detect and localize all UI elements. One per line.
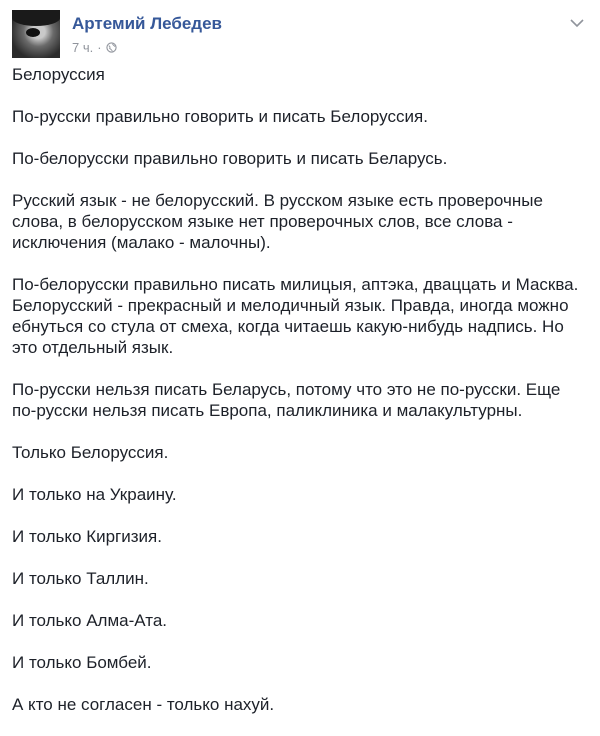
post-time[interactable]: 7 ч. <box>72 40 94 55</box>
paragraph-4: Русский язык - не белорусский. В русском языке есть проверочные слова, в белорусском языке нет проверочных слов, все слова - исключения (малако - малочны). <box>12 191 543 252</box>
paragraph-12: И только Бомбей. <box>12 653 152 672</box>
paragraph-10: И только Таллин. <box>12 569 149 588</box>
paragraph-6: По-русски нельзя писать Беларусь, потому что это не по-русски. Еще по-русски нельзя писать Европа, паликлиника и малакультурны. <box>12 380 561 420</box>
paragraph-3: По-белорусски правильно говорить и писать Беларусь. <box>12 149 448 168</box>
avatar-eyepatch <box>26 28 40 37</box>
paragraph-2: По-русски правильно говорить и писать Белоруссия. <box>12 107 428 126</box>
paragraph-9: И только Киргизия. <box>12 527 162 546</box>
post-meta <box>72 40 117 55</box>
chevron-down-icon[interactable] <box>568 16 586 30</box>
globe-icon[interactable] <box>106 42 117 53</box>
paragraph-1: Белоруссия <box>12 65 105 84</box>
paragraph-13: А кто не согласен - только нахуй. <box>12 695 275 714</box>
avatar-hair <box>12 10 60 26</box>
meta-separator: · <box>97 40 102 55</box>
avatar[interactable] <box>12 10 60 58</box>
paragraph-7: Только Белоруссия. <box>12 443 169 462</box>
post-body <box>12 64 588 736</box>
post-header <box>12 10 588 58</box>
author-name[interactable]: Артемий Лебедев <box>72 14 223 33</box>
paragraph-5: По-белорусски правильно писать милицыя, аптэка, дваццать и Масква. Белорусский - прекрасный и мелодичный язык. Правда, иногда можно ебнуться со стула от смеха, когда читаешь какую-нибудь надпись. Но это отдельный язык. <box>12 275 579 357</box>
paragraph-8: И только на Украину. <box>12 485 177 504</box>
paragraph-11: И только Алма-Ата. <box>12 611 168 630</box>
